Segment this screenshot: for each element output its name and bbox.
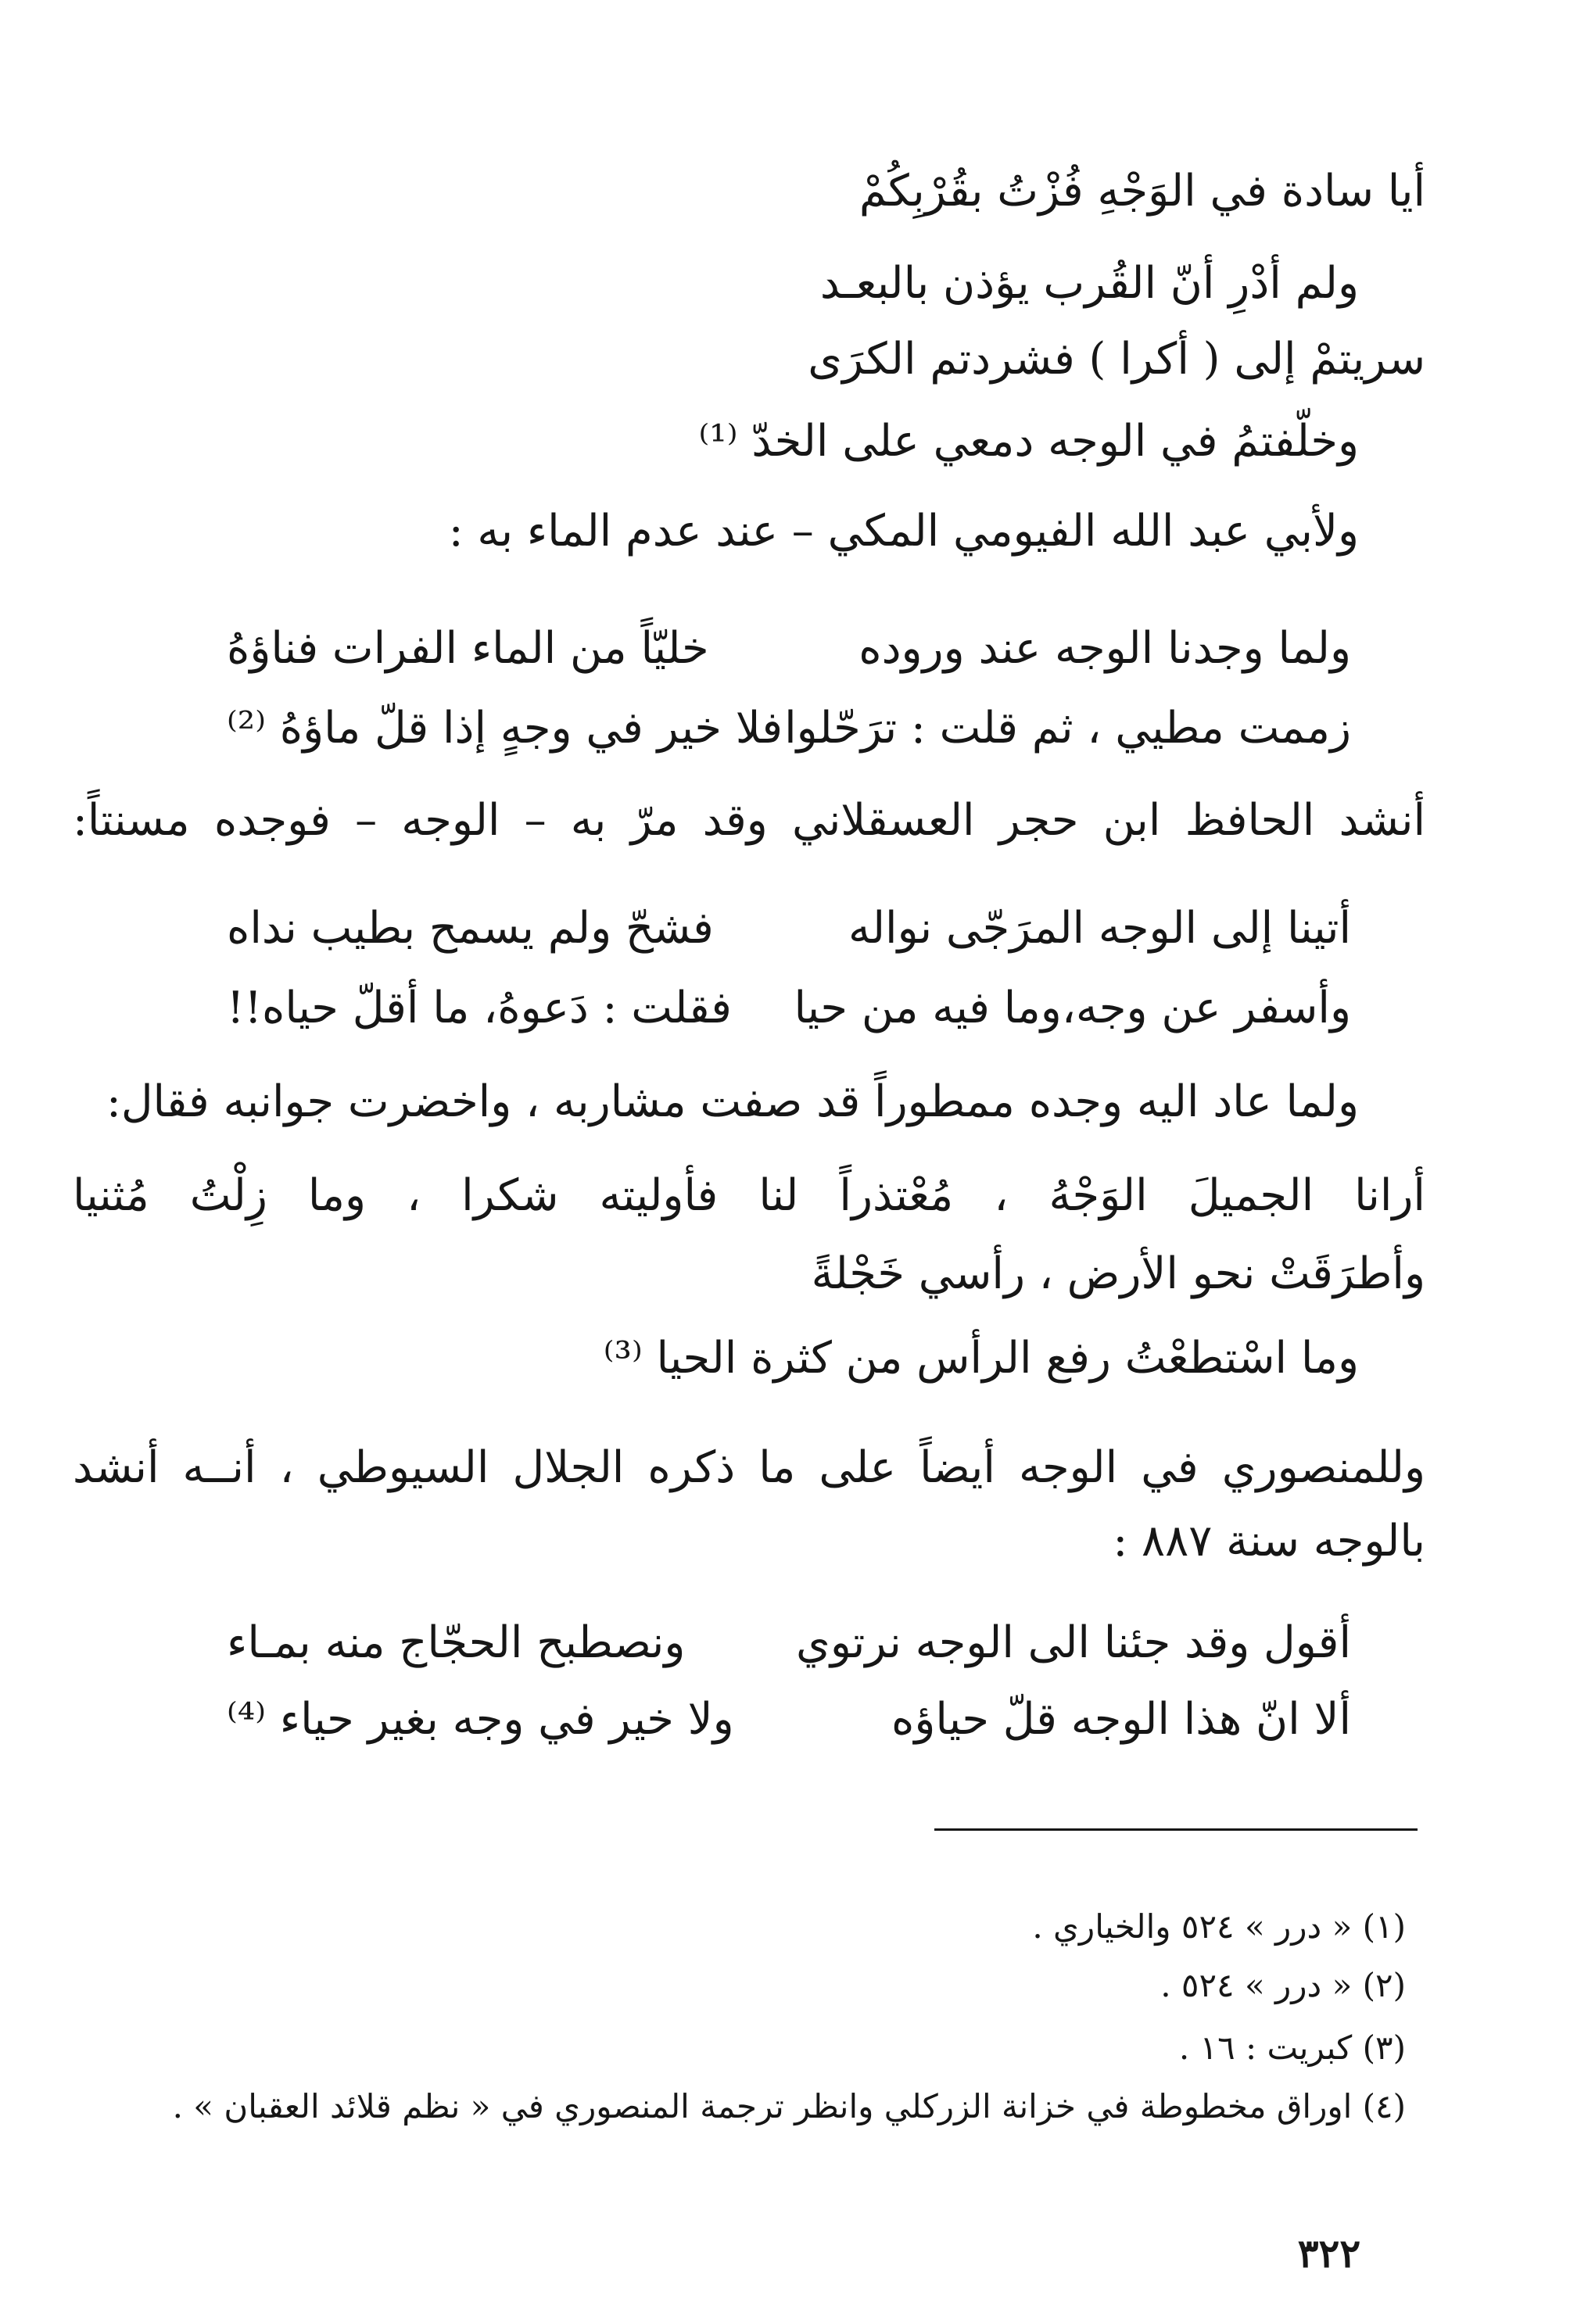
intro-paragraph-5-line2: بالوجه سنة ٨٨٧ : bbox=[1113, 1516, 1425, 1567]
poem4-line1: أرانا الجميلَ الوَجْهُ ، مُعْتذراً لنا فأوليته شكرا ، وما زِلْتُ مُثنيا bbox=[73, 1170, 1425, 1221]
intro-paragraph-2: ولأبي عبد الله الفيومي المكي – عند عدم الماء به : bbox=[448, 506, 1359, 557]
footnote-2: (٢) « درر » ٥٢٤ . bbox=[1160, 1966, 1406, 2004]
footnote-1: (١) « درر » ٥٢٤ والخياري . bbox=[1032, 1907, 1406, 1946]
poem5-verse2-second-half: ولا خير في وجه بغير حياء ⁽⁴⁾ bbox=[227, 1694, 734, 1745]
footnote-4: (٤) اوراق مخطوطة في خزانة الزركلي وانظر ترجمة المنصوري في « نظم قلائد العقبان » . bbox=[172, 2087, 1406, 2125]
poem1-line2: ولم أدْرِ أنّ القُرب يؤذن بالبعـد bbox=[819, 258, 1359, 309]
poem3-verse1-first-half: أتينا إلى الوجه المرَجّى نواله bbox=[848, 903, 1351, 954]
poem1-line3: سريتمْ إلى ( أكرا ) فشردتم الكرَى bbox=[808, 334, 1425, 385]
poem5-verse1-second-half: ونصطبح الحجّاج منه بمـاء bbox=[227, 1617, 686, 1668]
poem3-verse2-second-half: فقلت : دَعوهُ، ما أقلّ حياه!! bbox=[227, 983, 732, 1033]
page-number: ٣٢٢ bbox=[1297, 2230, 1361, 2276]
intro-paragraph-4: ولما عاد اليه وجده ممطوراً قد صفت مشاربه ، واخضرت جوانبه فقال: bbox=[106, 1076, 1359, 1127]
poem1-line4: وخلّفتمُ في الوجه دمعي على الخدّ ⁽¹⁾ bbox=[698, 416, 1359, 467]
poem2-verse1-first-half: ولما وجدنا الوجه عند وروده bbox=[858, 623, 1351, 674]
poem5-verse1-first-half: أقول وقد جئنا الى الوجه نرتوي bbox=[796, 1617, 1351, 1668]
poem2-verse1-second-half: خليّاً من الماء الفرات فناؤهُ bbox=[227, 623, 709, 674]
poem3-verse2-first-half: وأسفر عن وجه،وما فيه من حيا bbox=[794, 983, 1351, 1033]
intro-paragraph-3: أنشد الحافظ ابن حجر العسقلاني وقد مرّ به – الوجه – فوجده مسنتاً: bbox=[73, 795, 1425, 846]
intro-paragraph-5-line1: وللمنصوري في الوجه أيضاً على ما ذكره الجلال السيوطي ، أنــه أنشد bbox=[73, 1442, 1425, 1493]
poem2-verse2-second-half: فلا خير في وجهٍ إذا قلّ ماؤهُ ⁽²⁾ bbox=[227, 703, 783, 754]
poem1-line1: أيا سادة في الوَجْهِ فُزْتُ بقُرْبِكُمْ bbox=[858, 166, 1425, 217]
poem5-verse2-first-half: ألا انّ هذا الوجه قلّ حياؤه bbox=[891, 1694, 1351, 1745]
poem2-verse2-first-half: زممت مطيي ، ثم قلت : ترَحّلوا bbox=[784, 703, 1351, 754]
footnote-3: (٣) كبريت : ١٦ . bbox=[1178, 2029, 1406, 2067]
poem4-line3: وما اسْتطعْتُ رفع الرأس من كثرة الحيا ⁽³⁾ bbox=[603, 1333, 1359, 1384]
footnote-separator bbox=[934, 1828, 1418, 1831]
poem4-line2: وأطرَقَتْ نحو الأرض ، رأسي خَجْلةً bbox=[811, 1248, 1425, 1299]
poem3-verse1-second-half: فشحّ ولم يسمح بطيب نداه bbox=[227, 903, 714, 954]
